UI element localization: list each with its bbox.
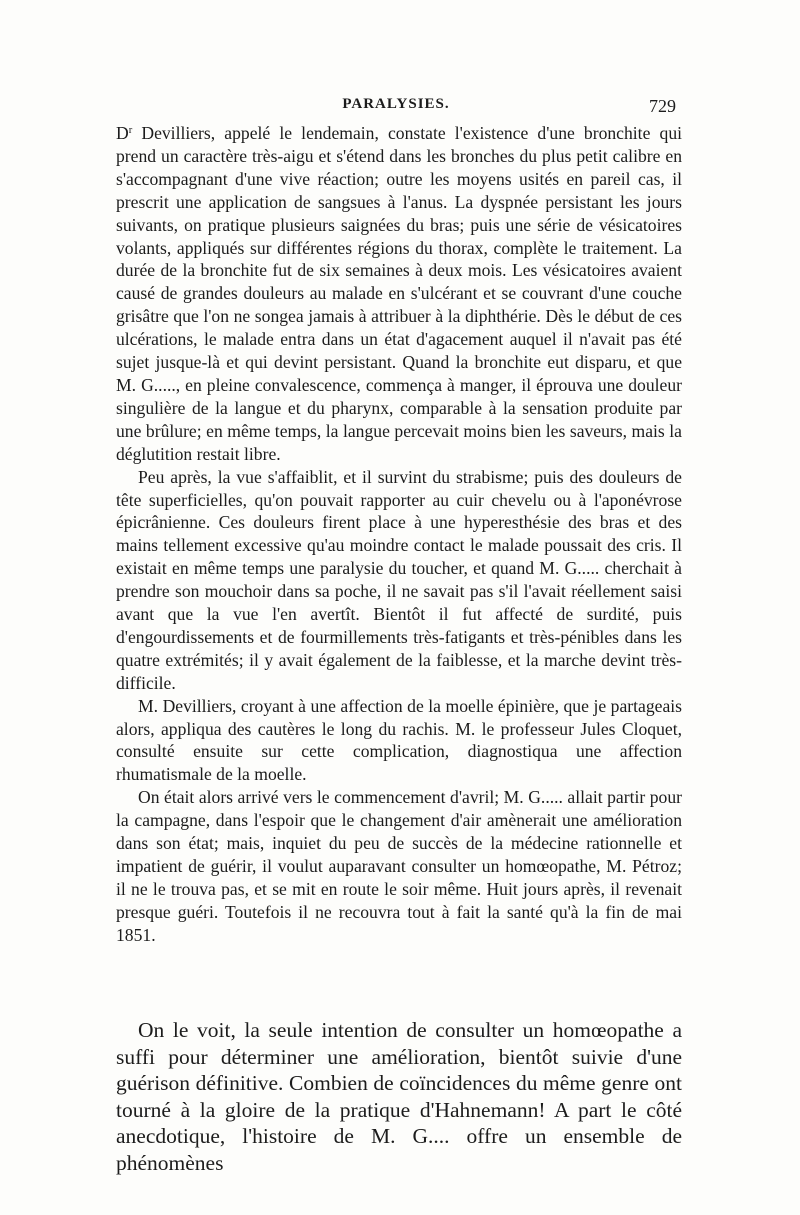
paragraph-3: M. Devilliers, croyant à une affection de la moelle épinière, que je partageais alors, appliqua des cautères le long du rachis. M. le professeur Jules Cloquet, consulté ensuite sur cette complication, diagnostiqua une affection rhumatismale de la moelle. <box>116 695 682 785</box>
paragraph-1-text: Devilliers, appelé le lendemain, constate l'existence d'une bronchite qui prend un caractère très-aigu et s'étend dans les bronches du plus petit calibre en s'accompagnant d'une vive réaction; outre les moyens usités en pareil cas, il prescrit une application de sangsues à l'anus. La dyspnée persistant les jours suivants, on pratique plusieurs saignées du bras; puis une série de vésicatoires volants, appliqués sur différentes régions du thorax, complète le traitement. La durée de la bronchite fut de six semaines à deux mois. Les vésicatoires avaient causé de grandes douleurs au malade en s'ulcérant et se couvrant d'une couche grisâtre que l'on ne songea jamais à attribuer à la diphthérie. Dès le début de ces ulcérations, le malade entra dans un état d'agacement auquel il n'avait pas été sujet jusque-là et qui devint persistant. Quand la bronchite eut disparu, et que M. G....., en pleine convalescence, commença à manger, il éprouva une douleur singulière de la langue et du pharynx, comparable à la sensation produite par une brûlure; en même temps, la langue percevait moins bien les saveurs, mais la déglutition restait libre. <box>116 123 682 464</box>
conclusion-text <box>116 1017 682 1176</box>
paragraph-2: Peu après, la vue s'affaiblit, et il survint du strabisme; puis des douleurs de tête superficielles, qu'on pouvait rapporter au cuir chevelu ou à l'aponévrose épicrânienne. Ces douleurs firent place à une hyperesthésie des bras et des mains tellement excessive qu'au moindre contact le malade poussait des cris. Il existait en même temps une paralysie du toucher, et quand M. G..... cherchait à prendre son mouchoir dans sa poche, il ne savait pas s'il l'avait réellement saisi avant que la vue l'en avertît. Bientôt il fut affecté de surdité, puis d'engourdissements et de fourmillements très-fatigants et très-pénibles dans les quatre extrémités; il y avait également de la faiblesse, et la marche devint très-difficile. <box>116 466 682 693</box>
page-header <box>116 96 676 120</box>
paragraph-4: On était alors arrivé vers le commencement d'avril; M. G..... allait partir pour la campagne, dans l'espoir que le changement d'air amènerait une amélioration dans son état; mais, inquiet du peu de succès de la médecine rationnelle et impatient de guérir, il voulut auparavant consulter un homœopathe, M. Pétroz; il ne le trouva pas, et se mit en route le soir même. Huit jours après, il revenait presque guéri. Toutefois il ne recouvra tout à fait la santé qu'à la fin de mai 1851. <box>116 787 682 945</box>
doctor-abbrev: D <box>116 123 129 143</box>
conclusion-paragraph: On le voit, la seule intention de consulter un homœopathe a suffi pour déterminer une amélioration, bientôt suivie d'une guérison définitive. Combien de coïncidences du même genre ont tourné à la gloire de la pratique d'Hahnemann! A part le côté anecdotique, l'histoire de M. G.... offre un ensemble de phénomènes <box>116 1018 682 1175</box>
page-number: 729 <box>649 96 676 116</box>
paragraph-1 <box>116 122 682 466</box>
body-text <box>116 122 682 947</box>
running-title: PARALYSIES. <box>342 96 450 112</box>
doctor-abbrev-superscript: r <box>128 125 133 137</box>
